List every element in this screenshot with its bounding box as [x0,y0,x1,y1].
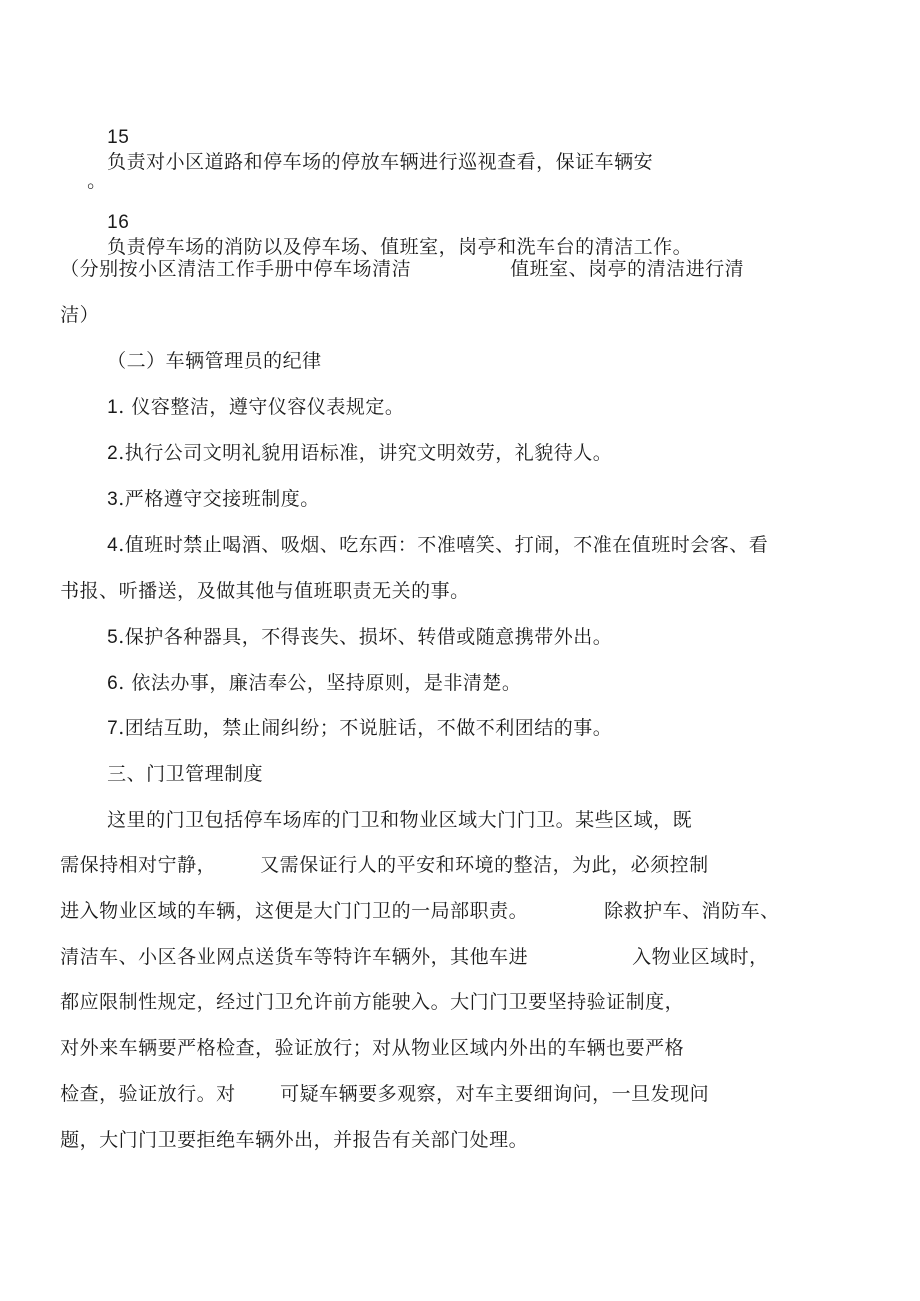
rule-text: .值班时禁止喝酒、吸烟、吃东西：不准嘻笑、打闹，不准在值班时会客、看 [118,534,769,556]
item-text: 负责对小区道路和停车场的停放车辆进行巡视查看，保证车辆安 [107,151,654,173]
rule-text: . 仪容整洁，遵守仪容仪表规定。 [118,396,405,418]
paragraph-text: 可疑车辆要多观察，对车主要细询问，一旦发现问 [280,1083,710,1105]
rule-number: 5 [107,627,119,648]
paragraph-text: 需保持相对宁静， [60,854,217,876]
paragraph-text: 进入物业区域的车辆，这便是大门门卫的一局部职责。 [60,900,529,922]
rule-text: .团结互助，禁止闹纠纷；不说脏话，不做不利团结的事。 [118,717,613,739]
item-15-line [81,101,653,198]
paragraph-text: 都应限制性规定，经过门卫允许前方能驶入。大门门卫要坚持验证制度， [60,991,685,1013]
rule-number: 1 [107,397,119,418]
heading-text: 三、门卫管理制度 [107,763,264,785]
paragraph-text: 清洁车、小区各业网点送货车等特许车辆外，其他车进 [60,946,529,968]
rule-text: .执行公司文明礼貌用语标准，讲究文明效劳，礼貌待人。 [118,442,613,464]
rule-number: 4 [107,535,119,556]
gate-para-line-8 [34,1104,528,1176]
rule-number: 7 [107,718,119,739]
item-text: 负责停车场的消防以及停车场、值班室，岗亭和洗车台的清洁工作。 [107,236,693,258]
paragraph-text: 值班室、岗亭的清洁进行清 [510,258,745,280]
paragraph-text: 题，大门门卫要拒绝车辆外出，并报告有关部门处理。 [60,1129,529,1151]
item-number: 15 [107,127,130,148]
item-number: 16 [107,212,130,233]
paragraph-text: 对外来车辆要严格检查，验证放行；对从物业区域内外出的车辆也要严格 [60,1037,685,1059]
rule-number: 2 [107,443,119,464]
rule-number: 6 [107,673,119,694]
paragraph-text: 洁） [60,304,100,326]
rule-text: .保护各种器具，不得丧失、损坏、转借或随意携带外出。 [118,626,613,648]
rule-text: 书报、听播送，及做其他与值班职责无关的事。 [60,580,470,602]
paragraph-text: 入物业区域时， [632,946,769,968]
rule-text: . 依法办事，廉洁奉公，坚持原则，是非清楚。 [118,672,522,694]
paragraph-text: 检查，验证放行。对 [60,1083,236,1105]
paragraph-text: 这里的门卫包括停车场库的门卫和物业区域大门门卫。某些区域，既 [107,809,693,831]
paragraph-text: 除救护车、消防车、 [604,900,780,922]
paragraph-text: （分别按小区清洁工作手册中停车场清洁 [60,258,412,280]
item-16-line2b [484,233,744,305]
paragraph-text: 又需保证行人的平安和环境的整洁，为此，必须控制 [260,854,709,876]
rule-number: 3 [107,489,119,510]
heading-text: （二）车辆管理员的纪律 [107,350,322,372]
rule-text: .严格遵守交接班制度。 [118,488,320,510]
continuation-text: 。 [87,170,107,192]
